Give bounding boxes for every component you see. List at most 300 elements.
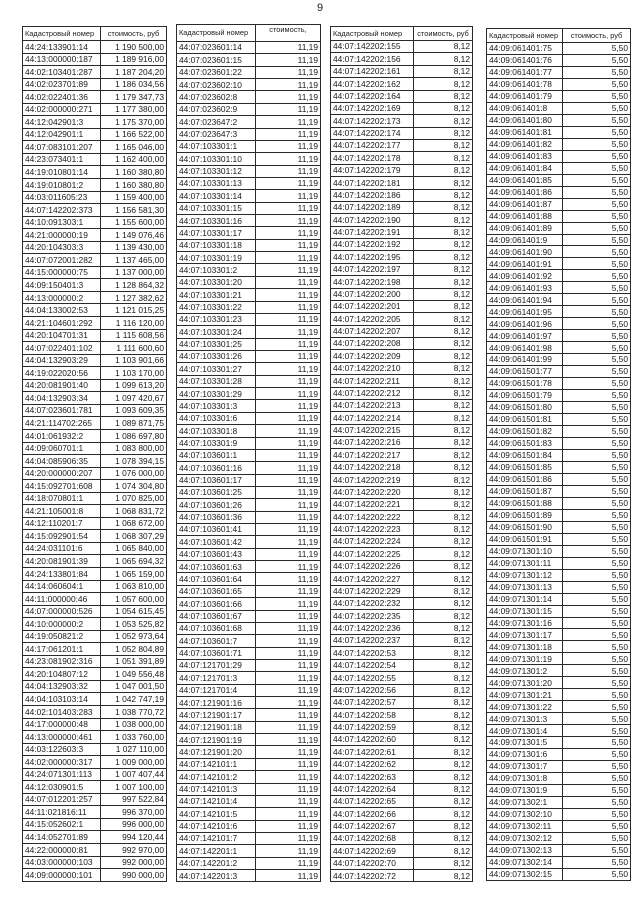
cost-cell: 8,12 — [453, 288, 470, 299]
cadastral-number-cell: 44:07:083101:207 — [23, 141, 101, 153]
cadastral-number-cell: 44:07:142202:169 — [331, 103, 414, 114]
cadastral-number-cell: 44:21:104601:292 — [23, 317, 101, 329]
cadastral-number-cell: 44:07:142202:179 — [331, 165, 414, 176]
cost-cell: 11,19 — [297, 437, 318, 448]
cost-cell: 11,19 — [297, 623, 318, 634]
cost-cell: 5,50 — [611, 689, 628, 700]
table-row — [331, 660, 472, 672]
cadastral-number-cell: 44:07:142202:221 — [331, 499, 414, 510]
cost-cell: 5,50 — [611, 402, 628, 413]
cadastral-number-cell: 44:07:023601:22 — [177, 67, 256, 78]
cadastral-number-cell: 44:09:061501:91 — [487, 534, 563, 545]
cadastral-number-cell: 44:09:061501:85 — [487, 462, 563, 473]
cadastral-number-cell: 44:09:061401:79 — [487, 91, 563, 102]
table-row — [23, 79, 166, 92]
table-row — [331, 276, 472, 288]
cost-cell: 1 027 110,00 — [115, 744, 164, 755]
cost-cell: 11,19 — [297, 413, 318, 424]
cost-cell: 8,12 — [453, 338, 470, 349]
cost-cell: 11,19 — [297, 709, 318, 720]
cost-cell: 11,19 — [297, 845, 318, 856]
cadastral-number-cell: 44:07:142202:222 — [331, 511, 414, 522]
cadastral-number-cell: 44:07:142202:229 — [331, 586, 414, 597]
table-row — [331, 487, 472, 499]
cost-cell: 8,12 — [453, 264, 470, 275]
table-row — [487, 79, 630, 91]
table-header-row — [23, 27, 166, 41]
table-row — [23, 706, 166, 719]
table-row — [177, 611, 320, 623]
header-cadastral-number: Кадастровый номер — [487, 29, 563, 42]
cost-cell: 996 370,00 — [122, 806, 164, 817]
cadastral-number-cell: 44:07:142202:200 — [331, 289, 414, 300]
table-row — [177, 264, 320, 276]
cost-cell: 5,50 — [611, 581, 628, 592]
table-row — [331, 474, 472, 486]
cost-cell: 8,12 — [453, 90, 470, 101]
table-row — [487, 629, 630, 641]
cost-cell: 11,19 — [297, 289, 318, 300]
table-row — [177, 722, 320, 734]
cost-cell: 1 042 747,19 — [115, 694, 164, 704]
cost-cell: 8,12 — [453, 189, 470, 200]
table-row — [487, 127, 630, 139]
cadastral-number-cell: 44:09:150401:3 — [23, 279, 101, 291]
table-row — [331, 586, 472, 598]
table-row — [23, 292, 166, 305]
cost-cell: 8,12 — [453, 499, 470, 510]
cadastral-number-cell: 44:20:081901:39 — [23, 555, 101, 567]
cadastral-number-cell: 44:07:142202:70 — [331, 858, 414, 869]
cadastral-number-cell: 44:09:061401:91 — [487, 258, 563, 269]
table-row — [487, 857, 630, 869]
table-row — [23, 443, 166, 456]
cost-cell: 5,50 — [611, 653, 628, 664]
cost-cell: 5,50 — [611, 665, 628, 676]
cadastral-number-cell: 44:07:142202:156 — [331, 53, 414, 64]
cadastral-number-cell: 44:07:142202:155 — [331, 41, 414, 52]
table-row — [487, 175, 630, 187]
table-row — [487, 294, 630, 306]
cadastral-number-cell: 44:09:061401:92 — [487, 270, 563, 281]
cadastral-number-cell: 44:07:142101:1 — [177, 759, 256, 770]
cost-cell: 8,12 — [453, 301, 470, 312]
cost-cell: 1 159 400,00 — [115, 192, 164, 203]
cost-cell: 5,50 — [611, 127, 628, 138]
cadastral-number-cell: 44:07:142202:64 — [331, 784, 414, 795]
table-row — [177, 808, 320, 820]
table-row — [331, 375, 472, 387]
table-row — [177, 487, 320, 499]
header-cost: стоимость, руб — [417, 28, 469, 38]
cost-cell: 1 127 382,62 — [115, 292, 164, 303]
table-row — [23, 631, 166, 644]
cadastral-number-cell: 44:09:071302:12 — [487, 833, 563, 844]
cadastral-number-cell: 44:07:142101:6 — [177, 821, 256, 832]
cadastral-number-cell: 44:07:142202:209 — [331, 350, 414, 361]
table-row — [331, 808, 472, 820]
table-row — [23, 41, 166, 54]
cost-cell: 11,19 — [297, 536, 318, 547]
cadastral-number-cell: 44:12:042901:3 — [23, 116, 101, 128]
table-row — [23, 66, 166, 79]
table-row — [487, 797, 630, 809]
header-cost: стоимость, руб — [570, 30, 623, 40]
table-row — [487, 749, 630, 761]
table-row — [177, 203, 320, 215]
cost-cell: 1 063 810,00 — [115, 581, 164, 592]
cost-cell: 11,19 — [297, 67, 318, 78]
cost-cell: 11,19 — [297, 821, 318, 832]
cadastral-number-cell: 44:02:103401:287 — [23, 66, 101, 78]
cadastral-number-cell: 44:09:061401:87 — [487, 199, 563, 210]
table-row — [487, 546, 630, 558]
cadastral-number-cell: 44:07:103301:25 — [177, 339, 256, 350]
cost-cell: 8,12 — [453, 115, 470, 126]
cost-cell: 8,12 — [453, 821, 470, 832]
cost-cell: 11,19 — [297, 672, 318, 683]
cost-cell: 8,12 — [453, 709, 470, 720]
cadastral-number-cell: 44:20:081901:40 — [23, 380, 101, 392]
table-row — [331, 115, 472, 127]
cadastral-number-cell: 44:07:103301:27 — [177, 363, 256, 374]
cadastral-number-cell: 44:07:103301:15 — [177, 203, 256, 214]
table-row — [177, 153, 320, 165]
table-body — [23, 41, 166, 881]
table-row — [177, 573, 320, 585]
cost-cell: 11,19 — [297, 190, 318, 201]
table-body — [331, 41, 472, 881]
cadastral-number-cell: 44:07:072001:282 — [23, 254, 101, 266]
cost-cell: 8,12 — [453, 412, 470, 423]
cadastral-number-cell: 44:07:142202:67 — [331, 821, 414, 832]
table-row — [23, 192, 166, 205]
cost-cell: 5,50 — [611, 438, 628, 449]
cadastral-number-cell: 44:21:114702:265 — [23, 417, 101, 429]
cadastral-number-cell: 44:03:000000:103 — [23, 857, 101, 869]
cost-cell: 11,19 — [297, 833, 318, 844]
cadastral-number-cell: 44:07:142202:181 — [331, 177, 414, 188]
table-row — [331, 239, 472, 251]
cadastral-number-cell: 44:07:142101:4 — [177, 796, 256, 807]
table-row — [23, 530, 166, 543]
cadastral-number-cell: 44:07:103301:19 — [177, 252, 256, 263]
table-row — [177, 227, 320, 239]
cost-cell: 1 162 400,00 — [115, 154, 164, 165]
cost-cell: 1 089 871,75 — [115, 417, 164, 428]
table-row — [331, 227, 472, 239]
cost-cell: 8,12 — [453, 548, 470, 559]
cost-cell: 5,50 — [611, 354, 628, 365]
cadastral-number-cell: 44:07:142202:54 — [331, 660, 414, 671]
table-row — [177, 586, 320, 598]
cost-cell: 11,19 — [297, 870, 318, 881]
table-body — [177, 42, 320, 881]
cadastral-number-cell: 44:07:142202:66 — [331, 808, 414, 819]
cost-cell: 8,12 — [453, 449, 470, 460]
table-row — [177, 512, 320, 524]
cost-cell: 8,12 — [453, 511, 470, 522]
table-row — [23, 304, 166, 317]
table-row — [23, 844, 166, 857]
cost-cell: 11,19 — [297, 227, 318, 238]
cost-cell: 11,19 — [297, 784, 318, 795]
cost-cell: 8,12 — [453, 474, 470, 485]
cost-cell: 5,50 — [611, 330, 628, 341]
cost-cell: 8,12 — [453, 326, 470, 337]
cost-cell: 1 156 581,30 — [115, 204, 164, 215]
table-row — [23, 744, 166, 757]
cadastral-number-cell: 44:07:142202:237 — [331, 635, 414, 646]
cost-cell: 8,12 — [453, 635, 470, 646]
cost-cell: 11,19 — [297, 166, 318, 177]
cadastral-number-cell: 44:07:023602:9 — [177, 104, 256, 115]
cost-cell: 5,50 — [611, 534, 628, 544]
cost-cell: 5,50 — [611, 210, 628, 221]
cadastral-number-cell: 44:19:050821:2 — [23, 631, 101, 643]
cost-cell: 11,19 — [297, 252, 318, 263]
cadastral-number-cell: 44:09:071301:22 — [487, 701, 563, 712]
cadastral-number-cell: 44:07:142202:68 — [331, 833, 414, 844]
cost-cell: 8,12 — [453, 177, 470, 188]
table-row — [487, 474, 630, 486]
cadastral-number-cell: 44:12:042901:1 — [23, 129, 101, 141]
table-row — [487, 378, 630, 390]
table-row — [487, 223, 630, 235]
cadastral-number-cell: 44:07:103301:1 — [177, 141, 256, 152]
cadastral-number-cell: 44:09:060701:1 — [23, 443, 101, 455]
table-row — [23, 179, 166, 192]
table-row — [23, 141, 166, 154]
cadastral-number-cell: 44:09:071301:12 — [487, 570, 563, 581]
table-row — [177, 289, 320, 301]
table-row — [23, 505, 166, 518]
cadastral-number-cell: 44:07:022401:102 — [23, 342, 101, 354]
table-row — [177, 450, 320, 462]
cadastral-number-cell: 44:07:023647:3 — [177, 129, 256, 140]
table-row — [23, 543, 166, 556]
table-row — [23, 781, 166, 794]
table-row — [331, 363, 472, 375]
table-row — [331, 821, 472, 833]
table-row — [23, 618, 166, 631]
table-row — [487, 761, 630, 773]
cadastral-number-cell: 44:20:000000:207 — [23, 468, 101, 480]
cadastral-number-cell: 44:20:104701:31 — [23, 330, 101, 342]
cadastral-number-cell: 44:07:023647:2 — [177, 116, 256, 127]
cadastral-number-cell: 44:07:023601:14 — [177, 42, 256, 53]
cost-cell: 1 074 304,80 — [115, 480, 164, 491]
table-row — [331, 635, 472, 647]
table-row — [177, 104, 320, 116]
cost-cell: 8,12 — [453, 524, 470, 535]
cost-cell: 11,19 — [297, 722, 318, 733]
table-row — [487, 390, 630, 402]
table-row — [23, 154, 166, 167]
cadastral-number-cell: 44:07:142202:56 — [331, 685, 414, 696]
cost-cell: 1 038 000,00 — [115, 719, 164, 730]
table-row — [487, 713, 630, 725]
table-row — [23, 204, 166, 217]
cost-cell: 5,50 — [611, 450, 628, 461]
cadastral-number-cell: 44:10:000000:2 — [23, 618, 101, 630]
cadastral-number-cell: 44:07:142101:3 — [177, 784, 256, 795]
table-row — [23, 242, 166, 255]
cost-cell: 1 068 307,29 — [115, 530, 164, 541]
table-row — [331, 301, 472, 313]
table-row — [331, 610, 472, 622]
cadastral-number-cell: 44:03:011605:23 — [23, 192, 101, 204]
cadastral-number-cell: 44:07:142202:72 — [331, 870, 414, 881]
cadastral-number-cell: 44:09:061401:86 — [487, 187, 563, 198]
table-row — [177, 759, 320, 771]
table-row — [331, 289, 472, 301]
cost-cell: 8,12 — [453, 350, 470, 361]
cost-cell: 11,19 — [297, 611, 318, 621]
cadastral-number-cell: 44:07:103301:13 — [177, 178, 256, 189]
cost-cell: 8,12 — [453, 53, 470, 64]
cadastral-number-cell: 44:09:061501:88 — [487, 498, 563, 509]
cost-cell: 5,50 — [611, 617, 628, 628]
cost-cell: 8,12 — [453, 165, 470, 176]
table-row — [487, 821, 630, 833]
table-row — [177, 549, 320, 561]
table-row — [177, 771, 320, 783]
cost-cell: 5,50 — [611, 737, 628, 748]
table-row — [331, 784, 472, 796]
table-row — [23, 806, 166, 819]
cadastral-number-cell: 44:07:142202:186 — [331, 190, 414, 201]
cadastral-number-cell: 44:07:142202:227 — [331, 573, 414, 584]
cost-cell: 8,12 — [453, 684, 470, 695]
cost-cell: 992 970,00 — [122, 844, 164, 855]
table-row — [23, 129, 166, 142]
cost-cell: 11,19 — [297, 376, 318, 387]
cost-cell: 8,12 — [453, 783, 470, 794]
cadastral-number-cell: 44:07:121901:20 — [177, 746, 256, 757]
cost-cell: 11,19 — [297, 660, 318, 671]
cadastral-number-cell: 44:09:071301:5 — [487, 737, 563, 748]
cost-cell: 5,50 — [611, 701, 628, 712]
cadastral-number-cell: 44:03:122603:3 — [23, 744, 101, 756]
table-row — [177, 734, 320, 746]
cost-cell: 1 103 170,00 — [115, 367, 164, 378]
table-row — [177, 598, 320, 610]
cadastral-number-cell: 44:07:142202:226 — [331, 561, 414, 572]
table-row — [23, 229, 166, 242]
table-row — [487, 869, 630, 880]
cost-cell: 1 057 600,00 — [115, 593, 164, 604]
table-row — [487, 306, 630, 318]
table-row — [23, 342, 166, 355]
cadastral-number-cell: 44:07:142202:192 — [331, 239, 414, 250]
cost-cell: 5,50 — [611, 522, 628, 533]
cost-cell: 5,50 — [611, 55, 628, 66]
cadastral-number-cell: 44:07:103301:17 — [177, 227, 256, 238]
cadastral-number-cell: 44:09:061401:81 — [487, 127, 563, 138]
cadastral-number-cell: 44:07:142202:210 — [331, 363, 414, 374]
table-row — [177, 400, 320, 412]
table-row — [487, 845, 630, 857]
table-row — [23, 330, 166, 343]
cadastral-number-cell: 44:13:000000:187 — [23, 54, 101, 66]
cost-cell: 5,50 — [611, 43, 628, 54]
cadastral-number-cell: 44:07:142202:61 — [331, 746, 414, 757]
cost-cell: 11,19 — [297, 512, 318, 523]
cost-cell: 11,19 — [297, 573, 318, 584]
cost-cell: 994 120,44 — [122, 832, 164, 843]
cost-cell: 1 160 380,80 — [115, 179, 164, 190]
cadastral-number-cell: 44:07:142202:211 — [331, 375, 414, 386]
cadastral-number-cell: 44:09:061401:96 — [487, 318, 563, 329]
cost-cell: 8,12 — [453, 722, 470, 733]
table-row — [487, 330, 630, 342]
cadastral-number-cell: 44:07:103301:23 — [177, 314, 256, 325]
cost-cell: 1 086 697,80 — [115, 430, 164, 441]
table-row — [331, 598, 472, 610]
cost-cell: 11,19 — [297, 116, 318, 127]
cadastral-number-cell: 44:07:103601:64 — [177, 573, 256, 584]
cost-cell: 5,50 — [611, 725, 628, 736]
table-row — [487, 187, 630, 199]
cost-cell: 5,50 — [611, 833, 628, 844]
table-row — [331, 103, 472, 115]
table-row — [487, 235, 630, 247]
cost-cell: 11,19 — [297, 128, 318, 139]
cost-cell: 5,50 — [611, 749, 628, 760]
cost-cell: 11,19 — [297, 388, 318, 399]
cadastral-number-cell: 44:07:103301:24 — [177, 326, 256, 337]
table-row — [331, 128, 472, 140]
table-row — [177, 858, 320, 870]
table-row — [23, 581, 166, 594]
cost-cell: 5,50 — [611, 498, 628, 509]
cost-cell: 5,50 — [611, 151, 628, 161]
cadastral-number-cell: 44:09:061401:76 — [487, 55, 563, 66]
table-row — [23, 254, 166, 267]
cadastral-number-cell: 44:07:103601:66 — [177, 598, 256, 609]
cost-cell: 5,50 — [611, 318, 628, 329]
cost-cell: 5,50 — [611, 426, 628, 437]
cost-cell: 5,50 — [611, 139, 628, 150]
table-row — [487, 450, 630, 462]
cost-cell: 11,19 — [297, 302, 318, 313]
cost-cell: 1 054 615,45 — [115, 606, 164, 617]
cadastral-number-cell: 44:09:061401:94 — [487, 294, 563, 305]
cadastral-number-cell: 44:15:000000:75 — [23, 267, 101, 279]
cost-cell: 8,12 — [453, 387, 470, 398]
table-row — [331, 214, 472, 226]
table-row — [177, 129, 320, 141]
cadastral-number-cell: 44:07:142202:201 — [331, 301, 414, 312]
cadastral-number-cell: 44:07:142202:232 — [331, 598, 414, 609]
table-row — [177, 376, 320, 388]
table-row — [487, 426, 630, 438]
cost-cell: 5,50 — [611, 605, 628, 616]
cost-cell: 1 065 840,00 — [115, 543, 164, 554]
table-row — [331, 623, 472, 635]
table-row — [487, 103, 630, 115]
cadastral-number-cell: 44:07:103301:18 — [177, 240, 256, 251]
table-row — [487, 414, 630, 426]
table-row — [177, 116, 320, 128]
cadastral-number-cell: 44:09:061401:88 — [487, 211, 563, 222]
cadastral-number-cell: 44:07:142202:162 — [331, 78, 414, 89]
cadastral-number-cell: 44:07:023601:15 — [177, 54, 256, 65]
cost-cell: 8,12 — [453, 227, 470, 238]
table-row — [23, 54, 166, 67]
cadastral-number-cell: 44:04:132903:32 — [23, 681, 101, 693]
